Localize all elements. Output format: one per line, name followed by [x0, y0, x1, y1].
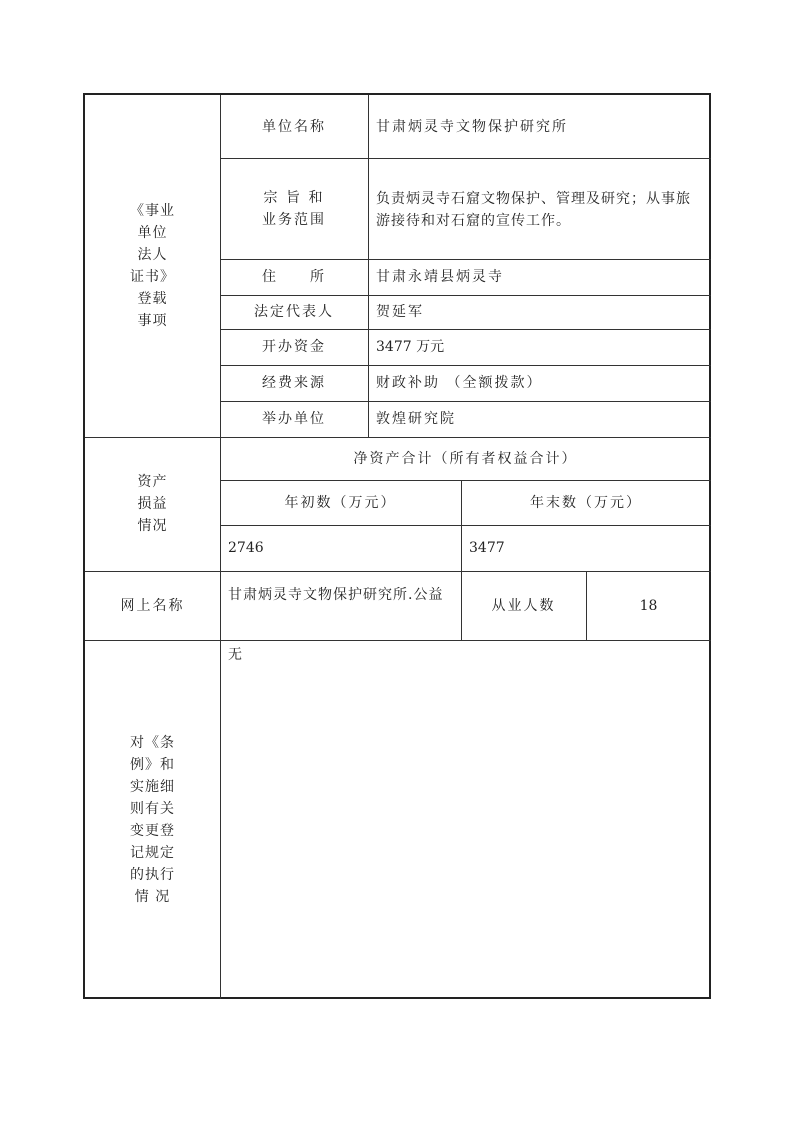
begin-value: 2746	[228, 540, 264, 556]
begin-label: 年初数（万元）	[284, 494, 397, 511]
legal-rep-value: 贺延军	[376, 304, 424, 320]
funds-label: 开办资金	[262, 339, 326, 355]
section-assets	[85, 437, 220, 571]
source-value: 财政补助 （全额拨款）	[376, 375, 543, 391]
address-label: 住 所	[262, 269, 326, 285]
regs-value: 无	[228, 647, 242, 663]
sponsor-value: 敦煌研究院	[376, 411, 456, 427]
funds-value: 3477 万元	[376, 339, 445, 355]
unit-name-value: 甘肃炳灵寺文物保护研究所	[376, 118, 568, 135]
section-regs	[85, 640, 220, 999]
section-online-label: 网上名称	[120, 597, 185, 614]
section-online	[85, 571, 220, 640]
section-regs-label: 对《条 例》和 实施细 则有关 变更登 记规定 的执行 情 况	[130, 734, 175, 905]
purpose-label: 宗 旨 和 业务范围	[262, 189, 326, 228]
section-cert	[85, 95, 220, 437]
address-value: 甘肃永靖县炳灵寺	[376, 269, 504, 285]
purpose-value: 负责炳灵寺石窟文物保护、管理及研究；从事旅游接待和对石窟的宣传工作。	[376, 191, 691, 229]
section-assets-label: 资产 损益 情况	[137, 474, 168, 534]
registration-table	[83, 93, 711, 999]
end-value: 3477	[469, 540, 505, 556]
legal-rep-label: 法定代表人	[254, 304, 334, 320]
section-cert-label: 《事业 单位 法人 证书》 登载 事项	[130, 203, 175, 329]
net-assets-header: 净资产合计（所有者权益合计）	[353, 450, 578, 467]
purpose-label-cell	[220, 158, 368, 259]
source-label: 经费来源	[262, 375, 326, 391]
employees-value: 18	[639, 597, 658, 614]
end-label: 年末数（万元）	[530, 494, 642, 511]
online-name-value: 甘肃炳灵寺文物保护研究所.公益	[228, 587, 444, 603]
employees-label: 从业人数	[491, 597, 556, 614]
unit-name-label: 单位名称	[262, 118, 326, 135]
sponsor-label: 举办单位	[262, 411, 326, 427]
